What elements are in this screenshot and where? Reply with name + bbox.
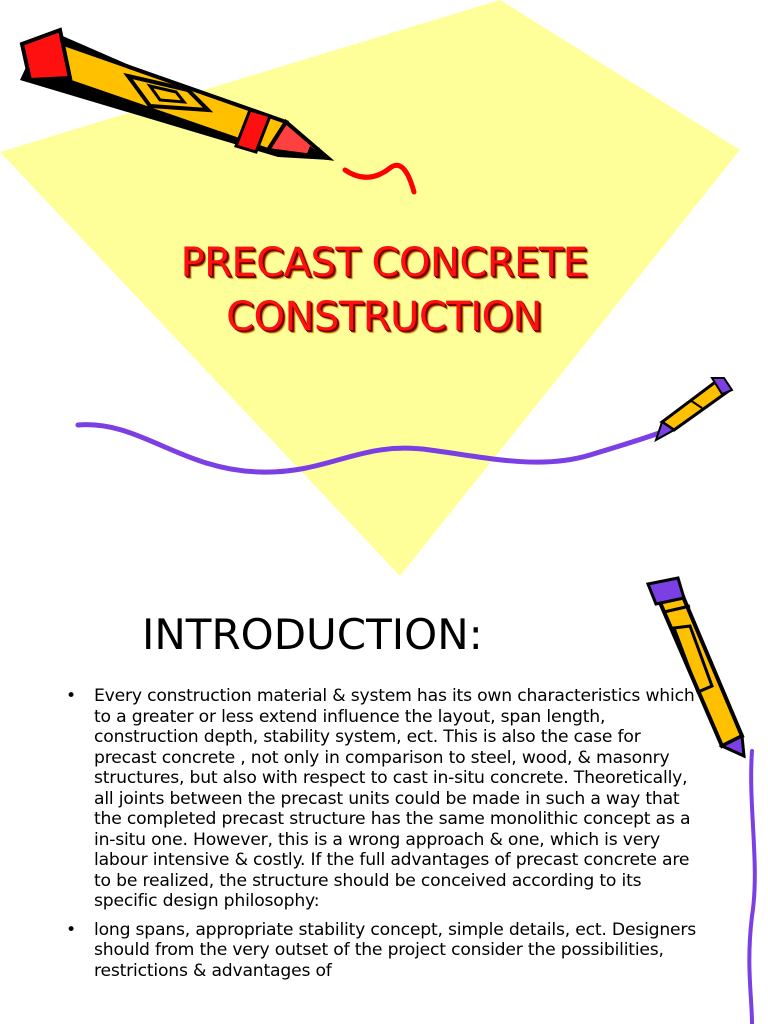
- introduction-slide: [0, 576, 768, 1024]
- small-pencil-icon: [656, 378, 732, 440]
- purple-vertical-line: [749, 751, 754, 1024]
- slide-title-line-1: PRECAST CONCRETE: [180, 240, 588, 286]
- list-item: • long spans, appropriate stability concept, simple details, ect. Designers should from the very outset of the project consider the possibilities, restrictions & advantages of: [60, 920, 700, 982]
- list-item: • Every construction material & system has its own characteristics which to a greater or less extend influence the layout, span length, construction depth, stability system, ect. This is also the case for precast concrete , not only in comparison to steel, wood, & masonry structures, but also with respect to cast in-situ concrete. Theoretically, all joints between the precast units could be made in such a way that the completed precast structure has the same monolithic concept as a in-situ one. However, this is a wrong approach & one, which is very labour intensive & costly. If the full advantages of precast concrete are to be realized, the structure should be conceived according to its specific design philosophy:: [60, 686, 700, 912]
- slide-title-line-2: CONSTRUCTION: [226, 294, 542, 340]
- introduction-heading: INTRODUCTION:: [142, 610, 483, 659]
- introduction-bullet-list: [60, 686, 700, 989]
- slide-title: [0, 236, 768, 344]
